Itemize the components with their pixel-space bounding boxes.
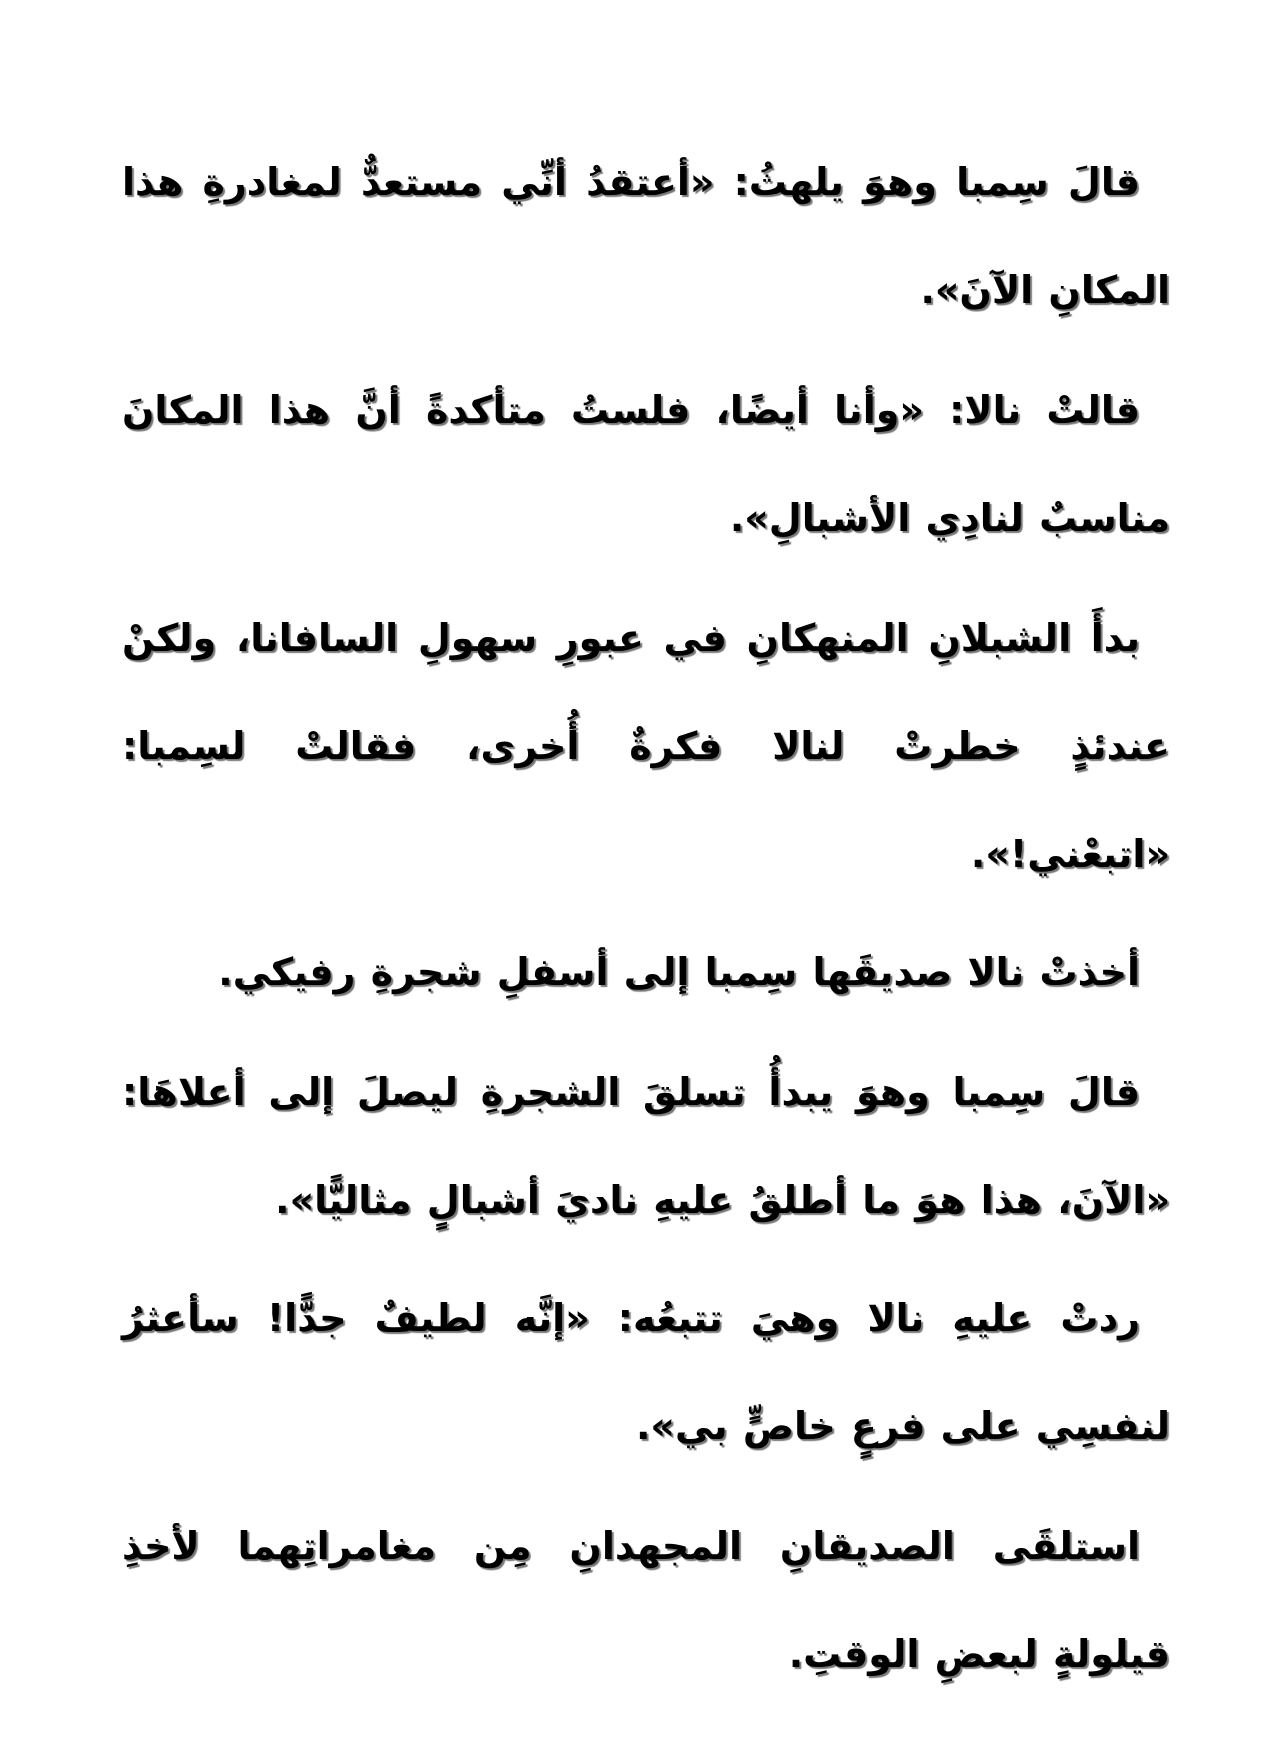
paragraph-simba-climbs: قالَ سِمبا وهوَ يبدأُ تسلقَ الشجرةِ ليصلَ إلى أعلاهَا: «الآنَ، هذا هوَ ما أطلقُ عليهِ ناديَ أشبالٍ مثاليًّا». <box>122 1070 1170 1222</box>
document-page <box>122 128 1170 1720</box>
paragraph-crossing-savanna: بدأَ الشبلانِ المنهكانِ في عبورِ سهولِ السافانا، ولكنْ عندئذٍ خطرتْ لنالا فكرةٌ أُخرى، فقالتْ لسِمبا: «اتبعْني!». <box>122 616 1170 876</box>
paragraph-rafiki-tree: أخذتْ نالا صديقَها سِمبا إلى أسفلِ شجرةِ رفيكي. <box>218 950 1140 994</box>
paragraph-simba-ready-to-leave: قالَ سِمبا وهوَ يلهثُ: «أعتقدُ أنِّي مستعدٌّ لمغادرةِ هذا المكانِ الآنَ». <box>122 160 1170 312</box>
paragraph-nap: استلقَى الصديقانِ المجهدانِ مِن مغامراتِهما لأخذِ قيلولةٍ لبعضِ الوقتِ. <box>122 1524 1170 1676</box>
paragraph-nala-agrees: قالتْ نالا: «وأنا أيضًا، فلستُ متأكدةً أنَّ هذا المكانَ مناسبٌ لنادِي الأشبالِ». <box>122 388 1170 540</box>
paragraph-nala-follows: ردتْ عليهِ نالا وهيَ تتبعُه: «إنَّه لطيفٌ جدًّا! سأعثرُ لنفسِي على فرعٍ خاصٍّ بي». <box>122 1296 1170 1448</box>
